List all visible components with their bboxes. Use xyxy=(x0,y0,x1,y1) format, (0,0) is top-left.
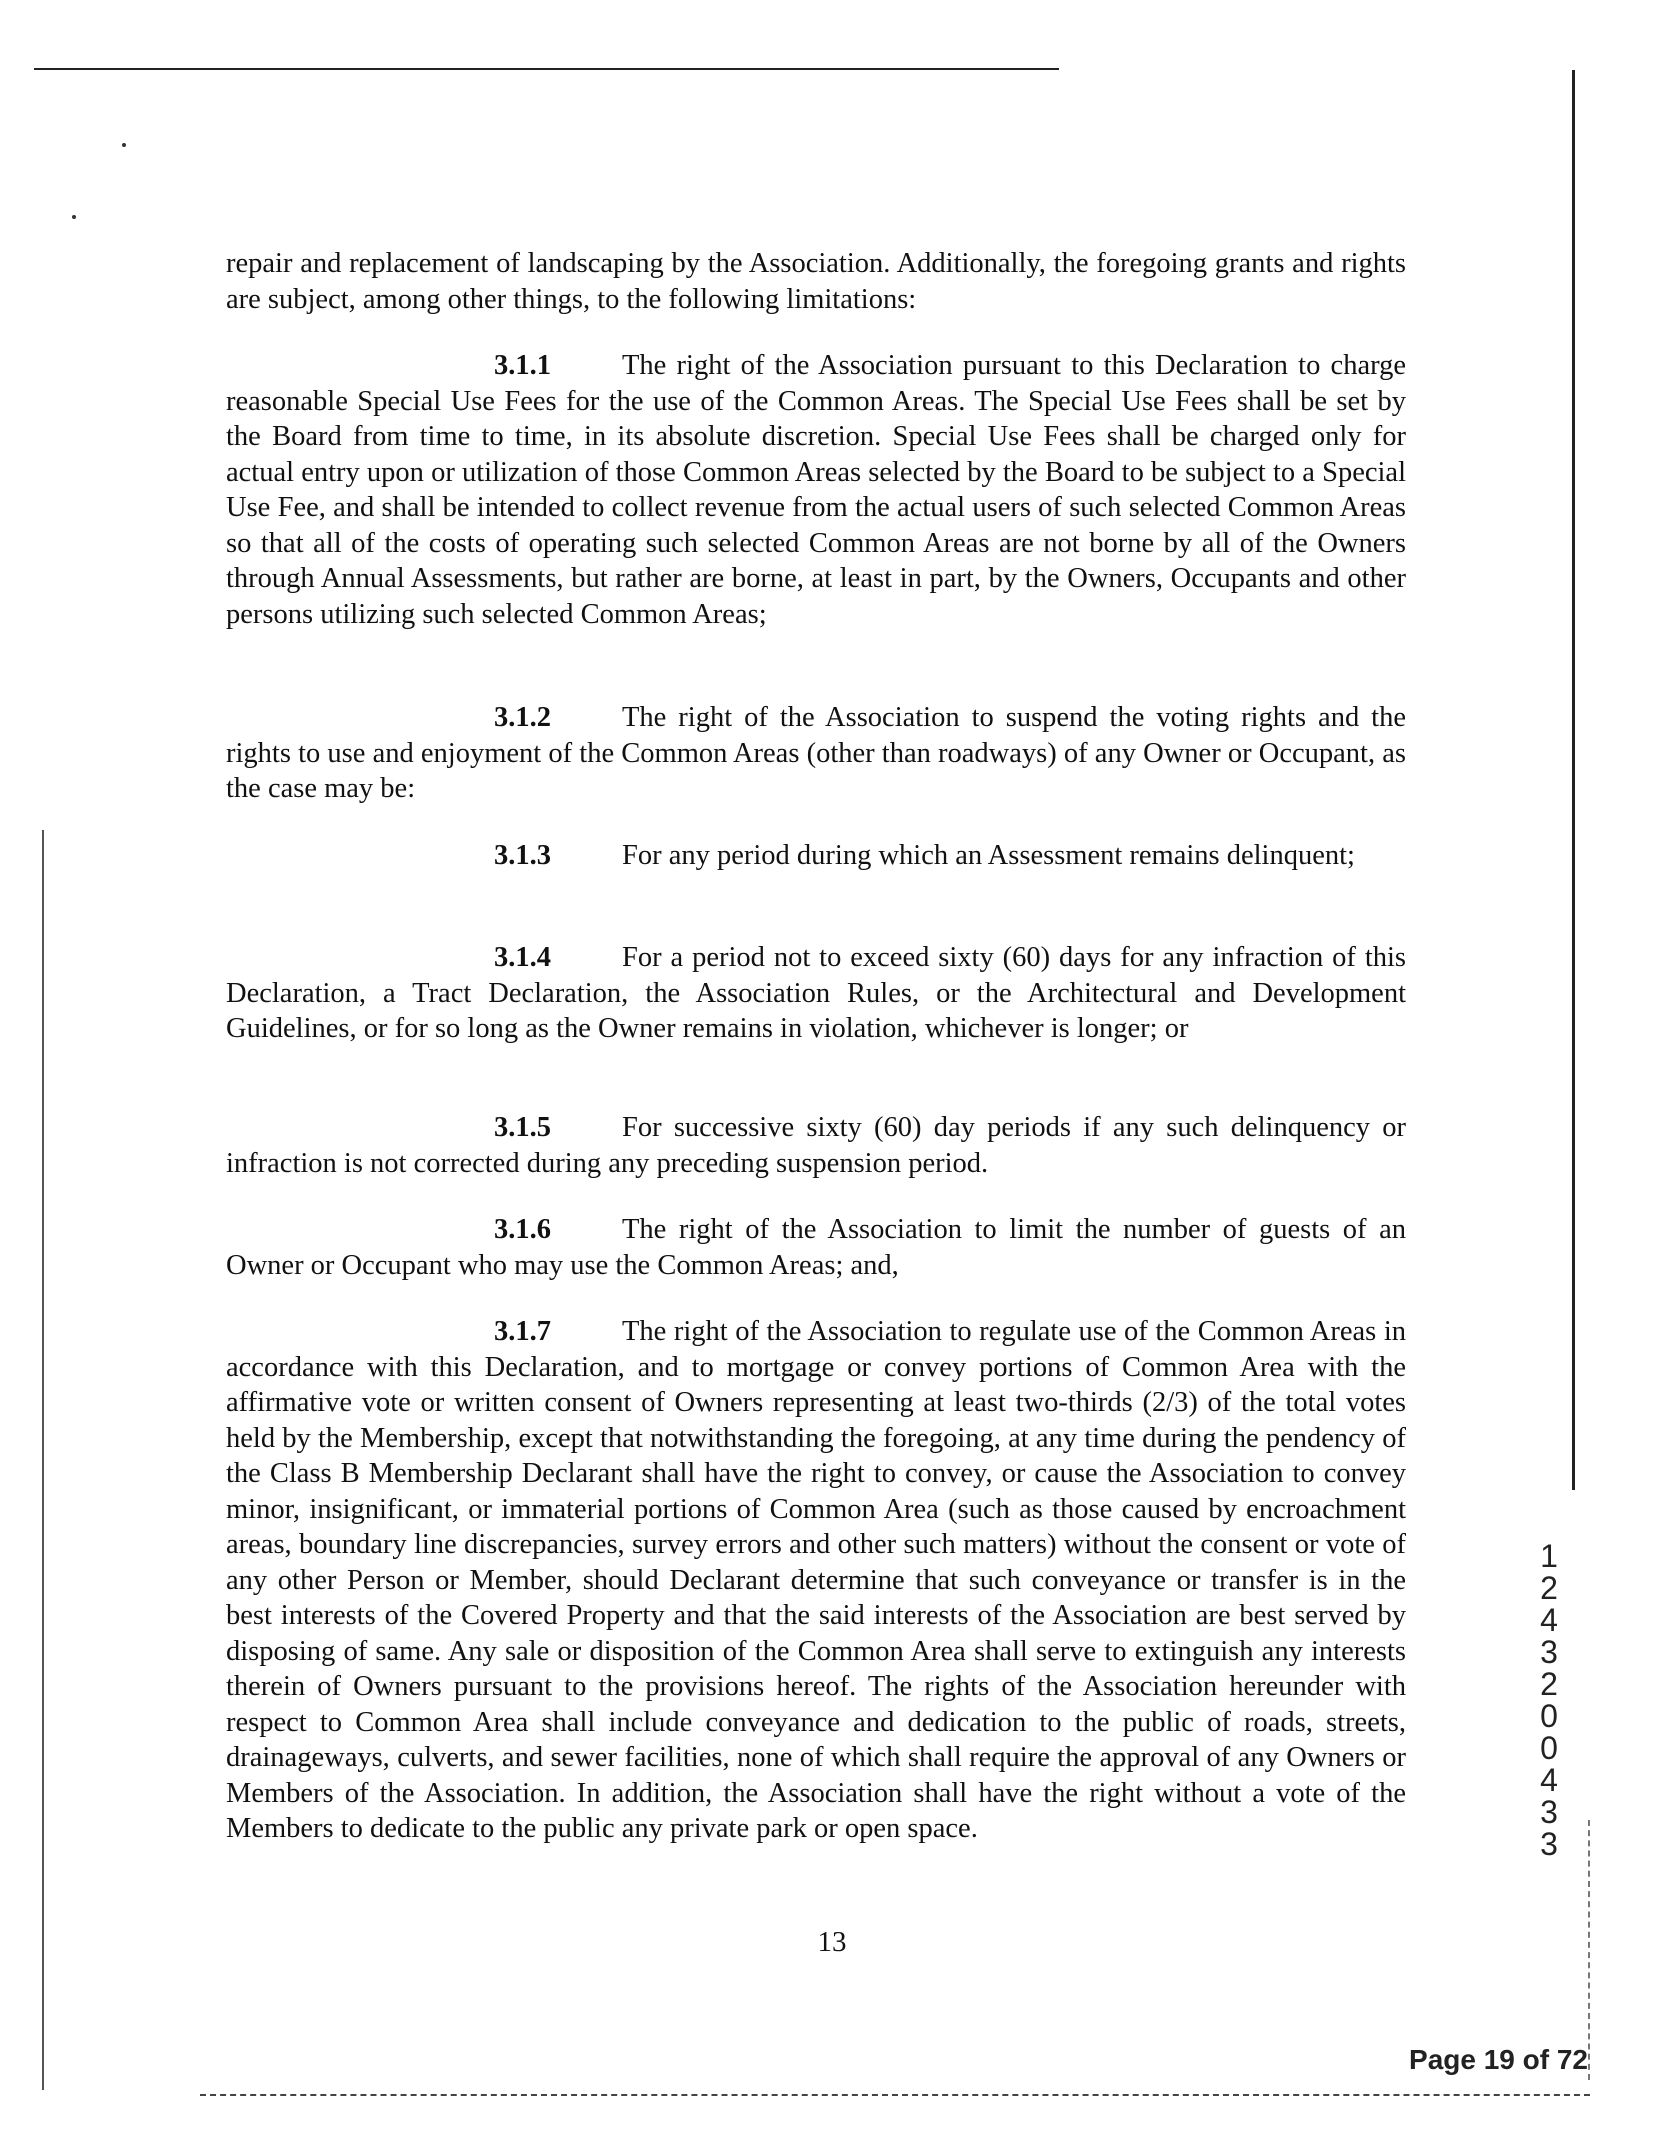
recording-digit: 3 xyxy=(1540,1634,1558,1670)
scan-speck xyxy=(72,215,76,219)
top-rule xyxy=(34,68,1059,70)
intro-paragraph xyxy=(226,246,1406,317)
recording-digit: 0 xyxy=(1540,1730,1558,1766)
page-number: 13 xyxy=(817,1926,847,1958)
intro-text: repair and replacement of landscaping by the Association. Additionally, the foregoing grants and rights are subject, among other things, to the following limitations: xyxy=(226,248,1406,315)
section-text: The right of the Association to suspend the voting rights and the rights to use and enjoyment of the Common Areas (other than roadways) of any Owner or Occupant, as the case may be: xyxy=(226,702,1406,804)
page-count: Page 19 of 72 xyxy=(1409,2044,1588,2075)
section-3-1-4 xyxy=(226,940,1406,1047)
section-text: The right of the Association to limit the number of guests of an Owner or Occupant who may use the Common Areas; and, xyxy=(226,1214,1406,1281)
section-text: For successive sixty (60) day periods if any such delinquency or infraction is not corrected during any preceding suspension period. xyxy=(226,1112,1406,1179)
section-3-1-7 xyxy=(226,1314,1406,1847)
bottom-rule xyxy=(200,2094,1590,2096)
recording-digit: 3 xyxy=(1540,1826,1558,1862)
recording-digit: 0 xyxy=(1540,1698,1558,1734)
section-number: 3.1.5 xyxy=(494,1112,551,1143)
recording-digit: 4 xyxy=(1540,1602,1558,1638)
section-number: 3.1.6 xyxy=(494,1214,551,1245)
scan-speck xyxy=(122,143,126,147)
section-number: 3.1.4 xyxy=(494,942,551,973)
section-number: 3.1.7 xyxy=(494,1316,551,1347)
section-number: 3.1.3 xyxy=(494,840,551,871)
section-3-1-2 xyxy=(226,700,1406,807)
section-3-1-1 xyxy=(226,348,1406,632)
recording-digit: 4 xyxy=(1540,1762,1558,1798)
section-text: The right of the Association to regulate use of the Common Areas in accordance with this Declaration, and to mortgage or convey portions of Common Area with the affirmative vote or written consent of Owners representing at least two-thirds (2/3) of the total votes held by the Membership, except that notwithstanding the foregoing, at any time during the pendency of the Class B Membership Declarant shall have the right to convey, or cause the Association to convey minor, insignificant, or immaterial portions of Common Area (such as those caused by encroachment areas, boundary line discrepancies, survey errors and other such matters) without the consent or vote of any other Person or Member, should Declarant determine that such conveyance or transfer is in the best interests of the Covered Property and that the said interests of the Association are best served by disposing of same. Any sale or disposition of the Common Area shall serve to extinguish any interests therein of Owners pursuant to the provisions hereof. The rights of the Association hereunder with respect to Common Area shall include conveyance and dedication to the public of roads, streets, drainageways, culverts, and sewer facilities, none of which shall require the approval of any Owners or Members of the Association. In addition, the Association shall have the right without a vote of the Members to dedicate to the public any private park or open space. xyxy=(226,1316,1406,1844)
right-margin-rule xyxy=(1572,70,1575,1490)
recording-number xyxy=(1534,1540,1564,1860)
left-margin-rule xyxy=(42,830,44,2090)
section-text: For a period not to exceed sixty (60) days for any infraction of this Declaration, a Tract Declaration, the Association Rules, or the Architectural and Development Guidelines, or for so long as the Owner remains in violation, whichever is longer; or xyxy=(226,942,1406,1044)
section-number: 3.1.1 xyxy=(494,350,551,381)
recording-digit: 2 xyxy=(1540,1570,1558,1606)
section-number: 3.1.2 xyxy=(494,702,551,733)
section-3-1-6 xyxy=(226,1212,1406,1283)
section-text: For any period during which an Assessment remains delinquent; xyxy=(622,840,1355,871)
section-3-1-3 xyxy=(226,838,1406,874)
recording-digit: 1 xyxy=(1540,1538,1558,1574)
recording-digit: 2 xyxy=(1540,1666,1558,1702)
section-text: The right of the Association pursuant to this Declaration to charge reasonable Special Use Fees for the use of the Common Areas. The Special Use Fees shall be set by the Board from time to time, in its absolute discretion. Special Use Fees shall be charged only for actual entry upon or utilization of those Common Areas selected by the Board to be subject to a Special Use Fee, and shall be intended to collect revenue from the actual users of such selected Common Areas so that all of the costs of operating such selected Common Areas are not borne by all of the Owners through Annual Assessments, but rather are borne, at least in part, by the Owners, Occupants and other persons utilizing such selected Common Areas; xyxy=(226,350,1406,630)
section-3-1-5 xyxy=(226,1110,1406,1181)
recording-digit: 3 xyxy=(1540,1794,1558,1830)
